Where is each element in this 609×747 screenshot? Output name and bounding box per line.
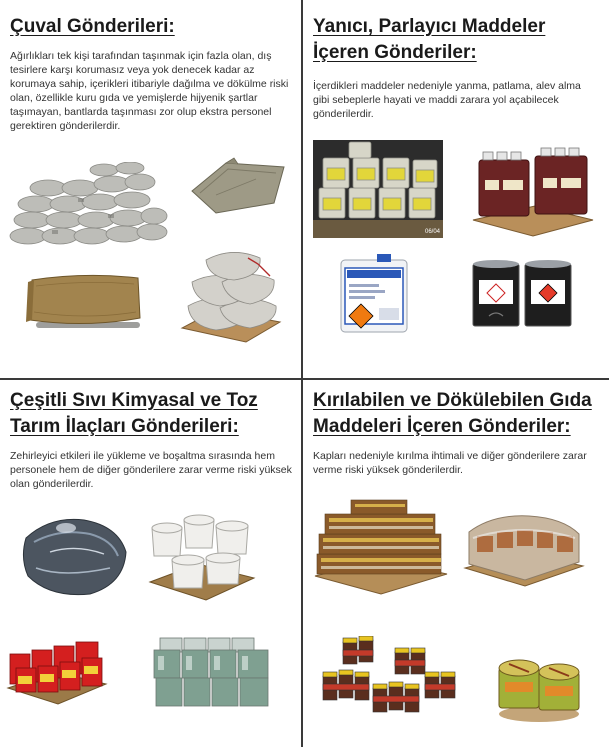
panel-chemical-shipments	[0, 380, 301, 747]
panel-title-line-1: Yanıcı, Parlayıcı Maddeler	[313, 16, 546, 37]
panel-flammable-shipments	[303, 0, 609, 378]
panel-fragile-food-shipments	[303, 380, 609, 747]
photo-wrapped-chemical-bags	[20, 508, 132, 600]
panel-description: Zehirleyici etkileri ile yükleme ve boşaltma sırasında hem personele hem de diğer gönderilere zarar verme riski yüksek olan gönderilerdir.	[10, 450, 292, 490]
panel-title	[313, 14, 603, 66]
pallet-stamp-label: 06/04	[425, 229, 441, 235]
photo-maroon-drums-on-pallet	[471, 146, 595, 238]
photo-round-tins	[493, 650, 585, 724]
panel-title-line-2: İçeren Gönderiler:	[313, 42, 477, 63]
panel-title-line-2: Maddeleri İçeren Gönderiler:	[313, 416, 571, 437]
photo-single-sack	[186, 155, 288, 217]
photo-stacked-sacks	[8, 162, 168, 250]
photo-packaged-jar-bundles	[317, 636, 461, 734]
panel-description: Ağırlıkları tek kişi tarafından taşınmak için fazla olan, dış tesirlere karşı korumasız veya yok denecek kadar az korumaya sahip, içerikleri itibariyle dağılma ve dökülme riski olan, özellikle kuru gıda ve yemişlerde hijyenik şartlar taşımayan, bantlarda taşınması zor olup ekstra personel gerektiren gönderilerdir.	[10, 50, 289, 132]
panel-title: Çuval Gönderileri:	[10, 16, 175, 37]
photo-jerrycans-on-pallet	[313, 140, 443, 238]
photo-jars-on-pallet	[311, 496, 449, 596]
panel-description: Kapları nedeniyle kırılma ihtimali ve diğer gönderilere zarar verme riski yüksek gönderilerdir.	[313, 450, 587, 476]
photo-white-buckets-on-pallet	[146, 512, 256, 602]
panel-description: İçerdikleri maddeler nedeniyle yanma, patlama, alev alma gibi sebeplerle hayati ve maddi zarara yol açabilecek gönderilerdir.	[313, 80, 581, 120]
photo-chemical-canister	[337, 254, 413, 334]
photo-sacks-on-pallet	[176, 246, 284, 344]
photo-black-paint-cans	[469, 258, 575, 328]
panel-title-line-1: Çeşitli Sıvı Kimyasal ve Toz	[10, 390, 258, 411]
photo-burlap-sack	[26, 272, 144, 330]
panel-title	[313, 388, 608, 440]
photo-red-jerrycans	[6, 632, 108, 706]
panel-title	[10, 388, 300, 440]
panel-sack-shipments	[0, 0, 301, 378]
photo-green-chemical-containers	[150, 634, 276, 708]
photo-wrapped-food-pallet	[463, 508, 585, 588]
panel-title-line-1: Kırılabilen ve Dökülebilen Gıda	[313, 390, 592, 411]
panel-title-line-2: Tarım İlaçları Gönderileri:	[10, 416, 239, 437]
